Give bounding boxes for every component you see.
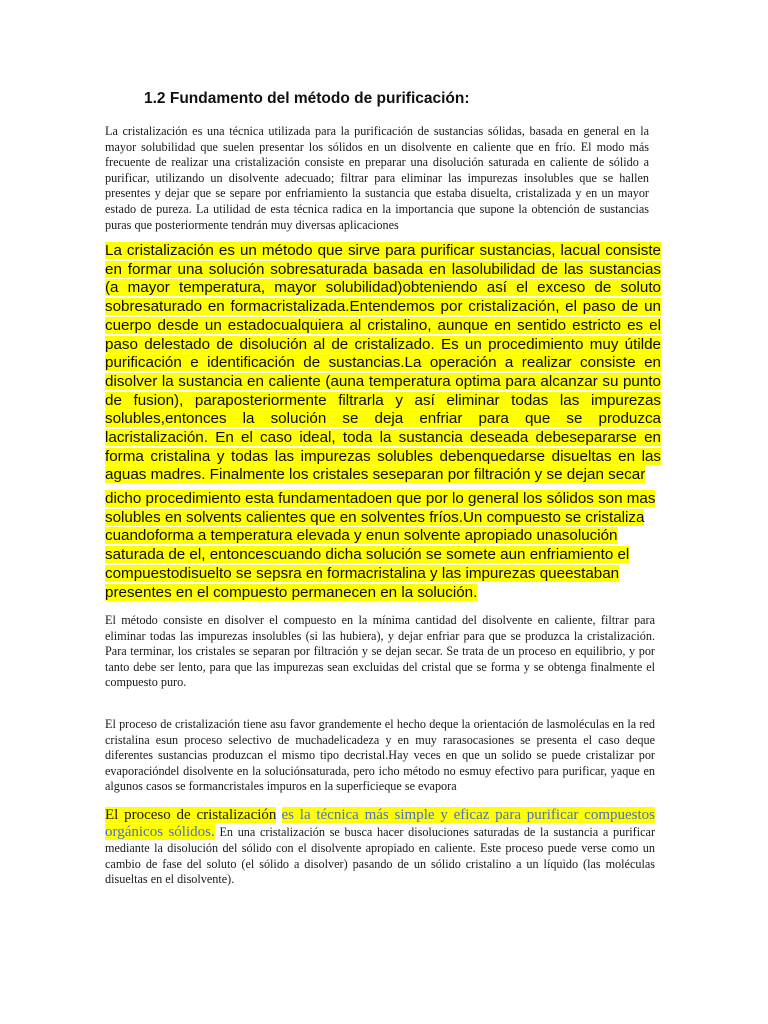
- section-heading: 1.2 Fundamento del método de purificación:: [144, 90, 470, 107]
- paragraph-process: El proceso de cristalización tiene asu favor grandemente el hecho deque la orientación de lasmoléculas en la red cristalina esun proceso selectivo de muchadelicadeza y en muy rarasocasiones se presenta el caso deque diferentes sustancias produzcan el mismo tipo decristal.Hay veces en que un solido se puede cristalizar por evaporacióndel disolvente en la soluciónsaturada, pero icho método no esmuy efectivo para purificar, yaque en algunos casos se formancristales impuros en la superficieque se evapora: [105, 717, 655, 794]
- highlighted-blue-text: es la técnica más simple y eficaz para purificar compuestos orgánicos sólidos.: [105, 807, 655, 840]
- paragraph-highlighted-1: [105, 242, 661, 485]
- highlighted-text: La cristalización es un método que sirve para purificar sustancias, lacual consiste en formar una solución sobresaturada basada en lasolubilidad de las sustancias (a mayor temperatura, mayor solubilidad)obteniendo así el exceso de soluto sobresaturado en formacristalizada.Entendemos por cristalización, el paso de un cuerpo desde un estadocualquiera al cristalino, aunque en sentido estricto es el paso delestado de disolución al de cristalizado. Es un procedimiento muy útilde purificación e identificación de sustancias.La operación a realizar consiste en disolver la sustancia en caliente (auna temperatura optima para alcanzar su punto de fusion), paraposteriormente filtrarla y así eliminar todas las impurezas solubles,entonces la solución se deja enfriar para que se produzca lacristalización. En el caso ideal, toda la sustancia deseada debesepararse en forma cristalina y todas las impurezas solubles debenquedarse disueltas en las aguas madres. Finalmente los cristales seseparan por filtración y se dejan secar: [105, 242, 661, 484]
- paragraph-intro: La cristalización es una técnica utilizada para la purificación de sustancias sólidas, basada en general en la mayor solubilidad que suelen presentar los sólidos en un disolvente en caliente que en frío. El modo más frecuente de realizar una cristalización consiste en preparar una disolución saturada en caliente de sólido a purificar, utilizando un disolvente adecuado; filtrar para eliminar las impurezas insolubles que se hallen presentes y dejar que se separe por enfriamiento la sustancia que estaba disuelta, cristalizada y en un mayor estado de pureza. La utilidad de esta técnica radica en la importancia que supone la obtención de sustancias puras que posteriormente tendrán muy diversas aplicaciones: [105, 124, 649, 232]
- paragraph-highlighted-2: [105, 490, 661, 602]
- paragraph-method: El método consiste en disolver el compuesto en la mínima cantidad del disolvente en caliente, filtrar para eliminar todas las impurezas insolubles (si las hubiera), y dejar enfriar para que se produzca la cristalización. Para terminar, los cristales se separan por filtración y se dejan secar. Se trata de un proceso en equilibrio, y por tanto debe ser lento, para que las impurezas sean excluidas del cristal que se forma y se obtenga finalmente el compuesto puro.: [105, 613, 655, 690]
- paragraph-simple-technique: [105, 807, 655, 888]
- paragraph-body: En una cristalización se busca hacer disoluciones saturadas de la sustancia a purificar mediante la disolución del sólido con el disolvente apropiado en caliente. Este proceso puede verse como un cambio de fase del soluto (el sólido a disolver) pasando de un sólido cristalino a un líquido (las moléculas disueltas en el disolvente).: [105, 825, 656, 887]
- highlighted-lead: El proceso de cristalización: [105, 807, 277, 823]
- highlighted-text: dicho procedimiento esta fundamentadoen que por lo general los sólidos son mas solubles en solvents calientes que en solventes fríos.Un compuesto se cristaliza cuandoforma a temperatura elevada y enun solvente apropiado unasolución saturada de el, entoncescuando dicha solución se somete aun enfriamiento el compuestodisuelto se sepsra en formacristalina y las impurezas queestaban presentes en el compuesto permanecen en la solución.: [105, 490, 656, 601]
